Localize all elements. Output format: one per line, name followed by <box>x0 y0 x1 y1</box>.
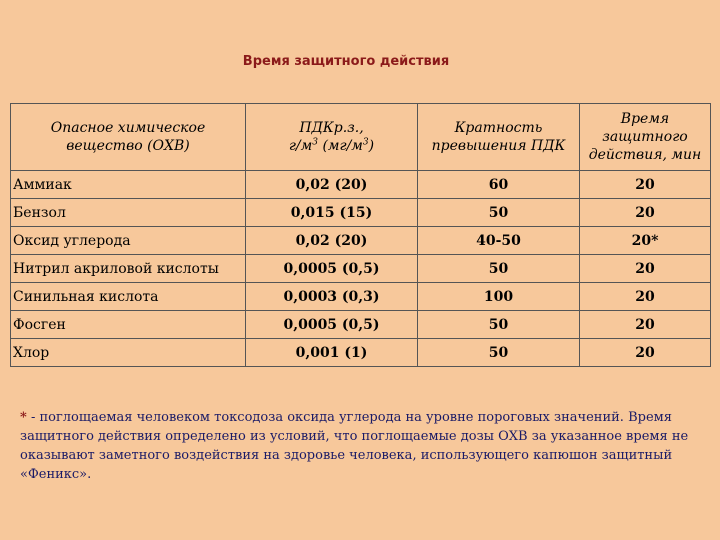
footnote-star: * <box>20 410 27 425</box>
cell-time: 20 <box>580 255 711 283</box>
cell-pdk: 0,02 (20) <box>246 227 418 255</box>
header-time: Время защитного действия, мин <box>580 104 711 171</box>
cell-substance: Оксид углерода <box>11 227 246 255</box>
cell-time: 20 <box>580 171 711 199</box>
cell-substance: Бензол <box>11 199 246 227</box>
cell-multiplicity: 40-50 <box>418 227 580 255</box>
header-substance: Опасное химическое вещество (ОХВ) <box>11 104 246 171</box>
table-row <box>11 255 711 283</box>
cell-multiplicity: 50 <box>418 311 580 339</box>
table-header-row <box>11 104 711 171</box>
cell-pdk: 0,0005 (0,5) <box>246 255 418 283</box>
table-row <box>11 199 711 227</box>
cell-pdk: 0,0005 (0,5) <box>246 311 418 339</box>
header-pdk-unit1: г/м <box>288 138 313 154</box>
cell-pdk: 0,02 (20) <box>246 171 418 199</box>
cell-substance: Хлор <box>11 339 246 367</box>
cell-time: 20 <box>580 199 711 227</box>
table-row <box>11 171 711 199</box>
cell-substance: Синильная кислота <box>11 283 246 311</box>
table-row <box>11 339 711 367</box>
cell-time: 20 <box>580 339 711 367</box>
table-row <box>11 227 711 255</box>
cell-substance: Нитрил акриловой кислоты <box>11 255 246 283</box>
header-multiplicity: Кратность превышения ПДК <box>418 104 580 171</box>
header-pdk-close: ) <box>368 138 375 154</box>
cell-multiplicity: 100 <box>418 283 580 311</box>
footnote <box>20 408 710 484</box>
header-pdk-unit2: (мг/м <box>318 138 363 154</box>
cell-time: 20 <box>580 311 711 339</box>
cell-pdk: 0,001 (1) <box>246 339 418 367</box>
cell-substance: Аммиак <box>11 171 246 199</box>
cell-substance: Фосген <box>11 311 246 339</box>
footnote-text: - поглощаемая человеком токсодоза оксида углерода на уровне пороговых значений. Время защитного действия определено из условий, что поглощаемые дозы ОХВ за указанное время не оказывают заметного воздействия на здоровье человека, использующего капюшон защитный «Феникс». <box>20 410 689 482</box>
cell-multiplicity: 50 <box>418 255 580 283</box>
cell-pdk: 0,015 (15) <box>246 199 418 227</box>
header-pdk-sup-b: 3 <box>362 137 369 148</box>
header-pdk <box>246 104 418 171</box>
cell-multiplicity: 60 <box>418 171 580 199</box>
cell-multiplicity: 50 <box>418 339 580 367</box>
cell-time: 20 <box>580 283 711 311</box>
cell-pdk: 0,0003 (0,3) <box>246 283 418 311</box>
cell-time: 20* <box>580 227 711 255</box>
page-title: Время защитного действия <box>242 54 450 69</box>
protection-time-table <box>10 103 711 367</box>
header-pdk-sup-a: 3 <box>312 137 318 148</box>
table-row <box>11 311 711 339</box>
table-row <box>11 283 711 311</box>
header-pdk-main: ПДКр.з., <box>299 120 364 136</box>
cell-multiplicity: 50 <box>418 199 580 227</box>
